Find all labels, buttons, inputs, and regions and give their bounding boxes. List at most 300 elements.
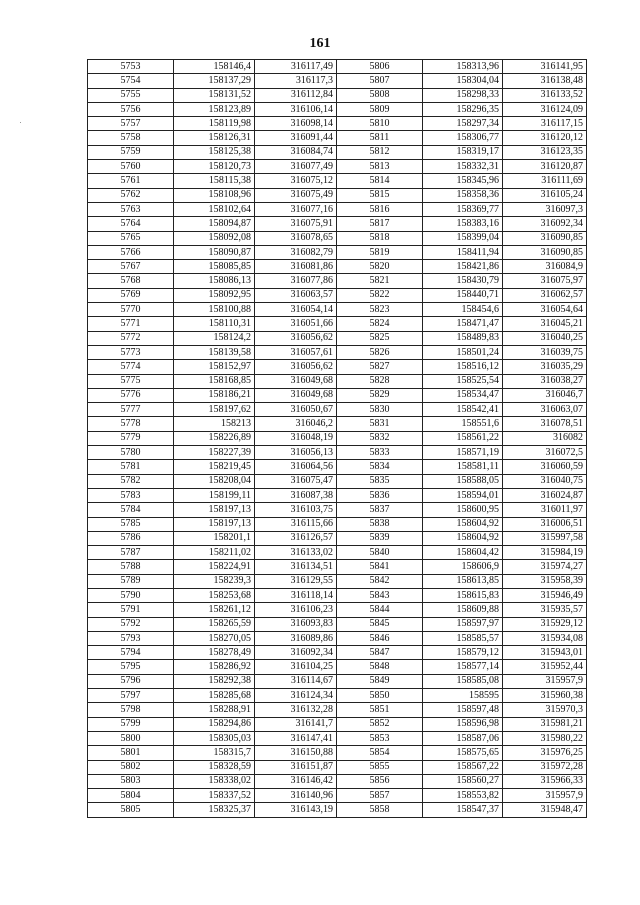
y-coordinate-left-cell: 316112,84 [255,88,337,102]
x-coordinate-left-cell: 158146,4 [174,60,255,74]
x-coordinate-right-cell: 158585,08 [423,674,503,688]
point-number-left-cell: 5775 [88,374,174,388]
y-coordinate-right-cell: 316141,95 [503,60,587,74]
point-number-right-cell: 5851 [337,703,423,717]
x-coordinate-left-cell: 158086,13 [174,274,255,288]
point-number-left-cell: 5802 [88,760,174,774]
table-row [88,774,587,788]
y-coordinate-left-cell: 316150,88 [255,746,337,760]
point-number-right-cell: 5815 [337,188,423,202]
y-coordinate-right-cell: 315948,47 [503,803,587,817]
point-number-right-cell: 5849 [337,674,423,688]
point-number-right-cell: 5821 [337,274,423,288]
point-number-left-cell: 5762 [88,188,174,202]
table-row [88,574,587,588]
table-row [88,503,587,517]
point-number-left-cell: 5757 [88,117,174,131]
table-row [88,560,587,574]
y-coordinate-right-cell: 316097,3 [503,202,587,216]
x-coordinate-right-cell: 158534,47 [423,388,503,402]
y-coordinate-left-cell: 316117,49 [255,60,337,74]
x-coordinate-right-cell: 158304,04 [423,74,503,88]
y-coordinate-left-cell: 316147,41 [255,731,337,745]
point-number-left-cell: 5754 [88,74,174,88]
point-number-right-cell: 5842 [337,574,423,588]
y-coordinate-left-cell: 316124,34 [255,689,337,703]
x-coordinate-right-cell: 158383,16 [423,217,503,231]
y-coordinate-right-cell: 316138,48 [503,74,587,88]
point-number-left-cell: 5798 [88,703,174,717]
table-row [88,674,587,688]
table-row [88,317,587,331]
table-row [88,102,587,116]
x-coordinate-left-cell: 158197,13 [174,517,255,531]
y-coordinate-right-cell: 316040,75 [503,474,587,488]
y-coordinate-right-cell: 316120,12 [503,131,587,145]
x-coordinate-left-cell: 158090,87 [174,245,255,259]
point-number-left-cell: 5797 [88,689,174,703]
y-coordinate-right-cell: 316117,15 [503,117,587,131]
y-coordinate-right-cell: 316011,97 [503,503,587,517]
table-row [88,546,587,560]
y-coordinate-left-cell: 316132,28 [255,703,337,717]
point-number-left-cell: 5790 [88,588,174,602]
y-coordinate-left-cell: 316075,47 [255,474,337,488]
point-number-left-cell: 5803 [88,774,174,788]
x-coordinate-right-cell: 158604,42 [423,546,503,560]
x-coordinate-right-cell: 158516,12 [423,360,503,374]
point-number-right-cell: 5840 [337,546,423,560]
point-number-left-cell: 5789 [88,574,174,588]
y-coordinate-right-cell: 315972,28 [503,760,587,774]
x-coordinate-right-cell: 158298,33 [423,88,503,102]
point-number-left-cell: 5784 [88,503,174,517]
x-coordinate-left-cell: 158285,68 [174,689,255,703]
table-row [88,231,587,245]
y-coordinate-right-cell: 315960,38 [503,689,587,703]
table-row [88,345,587,359]
point-number-right-cell: 5817 [337,217,423,231]
point-number-right-cell: 5826 [337,345,423,359]
point-number-left-cell: 5801 [88,746,174,760]
x-coordinate-left-cell: 158085,85 [174,260,255,274]
table-row [88,88,587,102]
x-coordinate-left-cell: 158265,59 [174,617,255,631]
x-coordinate-right-cell: 158604,92 [423,517,503,531]
point-number-right-cell: 5827 [337,360,423,374]
x-coordinate-right-cell: 158297,34 [423,117,503,131]
x-coordinate-left-cell: 158337,52 [174,789,255,803]
y-coordinate-right-cell: 316060,59 [503,460,587,474]
y-coordinate-right-cell: 316124,09 [503,102,587,116]
point-number-left-cell: 5804 [88,789,174,803]
x-coordinate-left-cell: 158227,39 [174,446,255,460]
x-coordinate-left-cell: 158168,85 [174,374,255,388]
y-coordinate-left-cell: 316049,68 [255,388,337,402]
x-coordinate-right-cell: 158579,12 [423,646,503,660]
x-coordinate-right-cell: 158358,36 [423,188,503,202]
point-number-right-cell: 5808 [337,88,423,102]
table-row [88,403,587,417]
point-number-left-cell: 5760 [88,160,174,174]
x-coordinate-right-cell: 158525,54 [423,374,503,388]
table-row [88,360,587,374]
x-coordinate-right-cell: 158600,95 [423,503,503,517]
point-number-right-cell: 5820 [337,260,423,274]
point-number-right-cell: 5830 [337,403,423,417]
table-row [88,488,587,502]
x-coordinate-left-cell: 158126,31 [174,131,255,145]
y-coordinate-left-cell: 316143,19 [255,803,337,817]
table-row [88,631,587,645]
point-number-right-cell: 5843 [337,588,423,602]
y-coordinate-left-cell: 316075,49 [255,188,337,202]
table-row [88,217,587,231]
x-coordinate-right-cell: 158587,06 [423,731,503,745]
table-row [88,174,587,188]
y-coordinate-left-cell: 316046,2 [255,417,337,431]
y-coordinate-left-cell: 316075,91 [255,217,337,231]
x-coordinate-left-cell: 158224,91 [174,560,255,574]
y-coordinate-left-cell: 316115,66 [255,517,337,531]
table-row [88,202,587,216]
x-coordinate-left-cell: 158239,3 [174,574,255,588]
table-row [88,646,587,660]
point-number-left-cell: 5783 [88,488,174,502]
y-coordinate-left-cell: 316092,34 [255,646,337,660]
point-number-right-cell: 5833 [337,446,423,460]
point-number-right-cell: 5850 [337,689,423,703]
x-coordinate-left-cell: 158338,02 [174,774,255,788]
point-number-left-cell: 5766 [88,245,174,259]
point-number-right-cell: 5829 [337,388,423,402]
x-coordinate-right-cell: 158588,05 [423,474,503,488]
y-coordinate-left-cell: 316114,67 [255,674,337,688]
x-coordinate-right-cell: 158547,37 [423,803,503,817]
x-coordinate-right-cell: 158597,97 [423,617,503,631]
table-row [88,417,587,431]
point-number-left-cell: 5785 [88,517,174,531]
y-coordinate-left-cell: 316089,86 [255,631,337,645]
y-coordinate-left-cell: 316141,7 [255,717,337,731]
table-row [88,245,587,259]
y-coordinate-right-cell: 316054,64 [503,303,587,317]
y-coordinate-right-cell: 315952,44 [503,660,587,674]
table-row [88,60,587,74]
point-number-right-cell: 5824 [337,317,423,331]
point-number-right-cell: 5839 [337,531,423,545]
point-number-left-cell: 5792 [88,617,174,631]
x-coordinate-left-cell: 158197,62 [174,403,255,417]
y-coordinate-left-cell: 316050,67 [255,403,337,417]
point-number-right-cell: 5807 [337,74,423,88]
x-coordinate-right-cell: 158454,6 [423,303,503,317]
x-coordinate-left-cell: 158092,95 [174,288,255,302]
y-coordinate-left-cell: 316077,16 [255,202,337,216]
table-row [88,117,587,131]
x-coordinate-right-cell: 158501,24 [423,345,503,359]
x-coordinate-left-cell: 158294,86 [174,717,255,731]
x-coordinate-right-cell: 158542,41 [423,403,503,417]
x-coordinate-right-cell: 158577,14 [423,660,503,674]
table-row [88,288,587,302]
y-coordinate-right-cell: 316105,24 [503,188,587,202]
y-coordinate-left-cell: 316151,87 [255,760,337,774]
x-coordinate-left-cell: 158226,89 [174,431,255,445]
x-coordinate-right-cell: 158345,96 [423,174,503,188]
point-number-right-cell: 5854 [337,746,423,760]
y-coordinate-left-cell: 316082,79 [255,245,337,259]
x-coordinate-right-cell: 158615,83 [423,588,503,602]
point-number-right-cell: 5835 [337,474,423,488]
coordinates-table-body [88,60,587,818]
x-coordinate-right-cell: 158595 [423,689,503,703]
point-number-right-cell: 5819 [337,245,423,259]
point-number-left-cell: 5761 [88,174,174,188]
y-coordinate-right-cell: 315981,21 [503,717,587,731]
point-number-right-cell: 5810 [337,117,423,131]
y-coordinate-left-cell: 316049,68 [255,374,337,388]
y-coordinate-left-cell: 316054,14 [255,303,337,317]
point-number-right-cell: 5813 [337,160,423,174]
point-number-left-cell: 5787 [88,546,174,560]
x-coordinate-right-cell: 158411,94 [423,245,503,259]
x-coordinate-left-cell: 158137,29 [174,74,255,88]
margin-mark [20,122,21,123]
x-coordinate-left-cell: 158102,64 [174,202,255,216]
y-coordinate-right-cell: 316045,21 [503,317,587,331]
x-coordinate-right-cell: 158609,88 [423,603,503,617]
point-number-right-cell: 5844 [337,603,423,617]
x-coordinate-right-cell: 158561,22 [423,431,503,445]
table-row [88,431,587,445]
y-coordinate-left-cell: 316077,49 [255,160,337,174]
y-coordinate-left-cell: 316146,42 [255,774,337,788]
point-number-left-cell: 5774 [88,360,174,374]
x-coordinate-right-cell: 158585,57 [423,631,503,645]
x-coordinate-left-cell: 158261,12 [174,603,255,617]
y-coordinate-left-cell: 316104,25 [255,660,337,674]
y-coordinate-right-cell: 315935,57 [503,603,587,617]
point-number-left-cell: 5770 [88,303,174,317]
y-coordinate-right-cell: 316082 [503,431,587,445]
y-coordinate-left-cell: 316057,61 [255,345,337,359]
point-number-left-cell: 5768 [88,274,174,288]
x-coordinate-left-cell: 158125,38 [174,145,255,159]
y-coordinate-left-cell: 316087,38 [255,488,337,502]
x-coordinate-left-cell: 158092,08 [174,231,255,245]
y-coordinate-right-cell: 316006,51 [503,517,587,531]
y-coordinate-right-cell: 315984,19 [503,546,587,560]
y-coordinate-right-cell: 316120,87 [503,160,587,174]
x-coordinate-right-cell: 158553,82 [423,789,503,803]
point-number-left-cell: 5788 [88,560,174,574]
y-coordinate-left-cell: 316129,55 [255,574,337,588]
point-number-right-cell: 5811 [337,131,423,145]
point-number-left-cell: 5805 [88,803,174,817]
y-coordinate-left-cell: 316106,14 [255,102,337,116]
point-number-left-cell: 5758 [88,131,174,145]
point-number-right-cell: 5831 [337,417,423,431]
y-coordinate-right-cell: 316075,97 [503,274,587,288]
y-coordinate-right-cell: 316040,25 [503,331,587,345]
point-number-right-cell: 5855 [337,760,423,774]
x-coordinate-right-cell: 158306,77 [423,131,503,145]
table-row [88,188,587,202]
x-coordinate-right-cell: 158596,98 [423,717,503,731]
y-coordinate-right-cell: 316092,34 [503,217,587,231]
point-number-left-cell: 5780 [88,446,174,460]
x-coordinate-left-cell: 158270,05 [174,631,255,645]
y-coordinate-left-cell: 316081,86 [255,260,337,274]
x-coordinate-left-cell: 158325,37 [174,803,255,817]
point-number-left-cell: 5769 [88,288,174,302]
table-row [88,617,587,631]
x-coordinate-left-cell: 158120,73 [174,160,255,174]
x-coordinate-left-cell: 158315,7 [174,746,255,760]
y-coordinate-left-cell: 316091,44 [255,131,337,145]
point-number-left-cell: 5753 [88,60,174,74]
point-number-right-cell: 5845 [337,617,423,631]
point-number-right-cell: 5857 [337,789,423,803]
x-coordinate-right-cell: 158594,01 [423,488,503,502]
table-row [88,603,587,617]
y-coordinate-right-cell: 316035,29 [503,360,587,374]
table-row [88,331,587,345]
y-coordinate-right-cell: 315976,25 [503,746,587,760]
table-row [88,260,587,274]
y-coordinate-left-cell: 316063,57 [255,288,337,302]
point-number-right-cell: 5816 [337,202,423,216]
point-number-left-cell: 5782 [88,474,174,488]
point-number-right-cell: 5858 [337,803,423,817]
table-row [88,588,587,602]
y-coordinate-left-cell: 316117,3 [255,74,337,88]
point-number-right-cell: 5814 [337,174,423,188]
point-number-right-cell: 5846 [337,631,423,645]
y-coordinate-right-cell: 316090,85 [503,245,587,259]
x-coordinate-right-cell: 158319,17 [423,145,503,159]
y-coordinate-right-cell: 316084,9 [503,260,587,274]
point-number-right-cell: 5853 [337,731,423,745]
point-number-right-cell: 5825 [337,331,423,345]
point-number-left-cell: 5777 [88,403,174,417]
point-number-right-cell: 5856 [337,774,423,788]
table-row [88,474,587,488]
point-number-left-cell: 5776 [88,388,174,402]
y-coordinate-left-cell: 316133,02 [255,546,337,560]
table-row [88,660,587,674]
x-coordinate-right-cell: 158440,71 [423,288,503,302]
y-coordinate-left-cell: 316140,96 [255,789,337,803]
x-coordinate-left-cell: 158119,98 [174,117,255,131]
table-row [88,717,587,731]
x-coordinate-left-cell: 158124,2 [174,331,255,345]
y-coordinate-left-cell: 316075,12 [255,174,337,188]
y-coordinate-right-cell: 315929,12 [503,617,587,631]
x-coordinate-left-cell: 158288,91 [174,703,255,717]
y-coordinate-left-cell: 316103,75 [255,503,337,517]
x-coordinate-right-cell: 158597,48 [423,703,503,717]
table-row [88,731,587,745]
table-row [88,760,587,774]
y-coordinate-left-cell: 316134,51 [255,560,337,574]
y-coordinate-right-cell: 316063,07 [503,403,587,417]
point-number-right-cell: 5832 [337,431,423,445]
x-coordinate-left-cell: 158213 [174,417,255,431]
y-coordinate-right-cell: 315974,27 [503,560,587,574]
point-number-left-cell: 5755 [88,88,174,102]
x-coordinate-left-cell: 158100,88 [174,303,255,317]
y-coordinate-left-cell: 316064,56 [255,460,337,474]
point-number-right-cell: 5806 [337,60,423,74]
x-coordinate-left-cell: 158115,38 [174,174,255,188]
x-coordinate-right-cell: 158430,79 [423,274,503,288]
x-coordinate-right-cell: 158575,65 [423,746,503,760]
y-coordinate-right-cell: 316123,35 [503,145,587,159]
table-row [88,446,587,460]
x-coordinate-left-cell: 158139,58 [174,345,255,359]
x-coordinate-left-cell: 158197,13 [174,503,255,517]
x-coordinate-right-cell: 158581,11 [423,460,503,474]
x-coordinate-right-cell: 158421,86 [423,260,503,274]
x-coordinate-left-cell: 158208,04 [174,474,255,488]
y-coordinate-right-cell: 316078,51 [503,417,587,431]
x-coordinate-right-cell: 158471,47 [423,317,503,331]
x-coordinate-left-cell: 158328,59 [174,760,255,774]
page-number: 161 [309,36,331,51]
table-row [88,746,587,760]
x-coordinate-left-cell: 158292,38 [174,674,255,688]
point-number-left-cell: 5793 [88,631,174,645]
point-number-right-cell: 5841 [337,560,423,574]
x-coordinate-left-cell: 158152,97 [174,360,255,374]
y-coordinate-right-cell: 315970,3 [503,703,587,717]
point-number-left-cell: 5794 [88,646,174,660]
point-number-left-cell: 5800 [88,731,174,745]
x-coordinate-left-cell: 158201,1 [174,531,255,545]
y-coordinate-left-cell: 316126,57 [255,531,337,545]
point-number-right-cell: 5848 [337,660,423,674]
x-coordinate-left-cell: 158278,49 [174,646,255,660]
x-coordinate-left-cell: 158286,92 [174,660,255,674]
point-number-right-cell: 5852 [337,717,423,731]
x-coordinate-right-cell: 158489,83 [423,331,503,345]
x-coordinate-right-cell: 158604,92 [423,531,503,545]
x-coordinate-right-cell: 158571,19 [423,446,503,460]
table-row [88,789,587,803]
point-number-right-cell: 5822 [337,288,423,302]
point-number-left-cell: 5756 [88,102,174,116]
y-coordinate-right-cell: 315957,9 [503,674,587,688]
x-coordinate-right-cell: 158567,22 [423,760,503,774]
y-coordinate-right-cell: 316024,87 [503,488,587,502]
y-coordinate-right-cell: 315957,9 [503,789,587,803]
point-number-right-cell: 5828 [337,374,423,388]
table-row [88,803,587,817]
point-number-right-cell: 5838 [337,517,423,531]
y-coordinate-right-cell: 315958,39 [503,574,587,588]
y-coordinate-left-cell: 316051,66 [255,317,337,331]
y-coordinate-right-cell: 316038,27 [503,374,587,388]
point-number-left-cell: 5771 [88,317,174,331]
x-coordinate-left-cell: 158253,68 [174,588,255,602]
table-row [88,160,587,174]
point-number-right-cell: 5837 [337,503,423,517]
y-coordinate-right-cell: 316039,75 [503,345,587,359]
y-coordinate-left-cell: 316077,86 [255,274,337,288]
point-number-left-cell: 5779 [88,431,174,445]
